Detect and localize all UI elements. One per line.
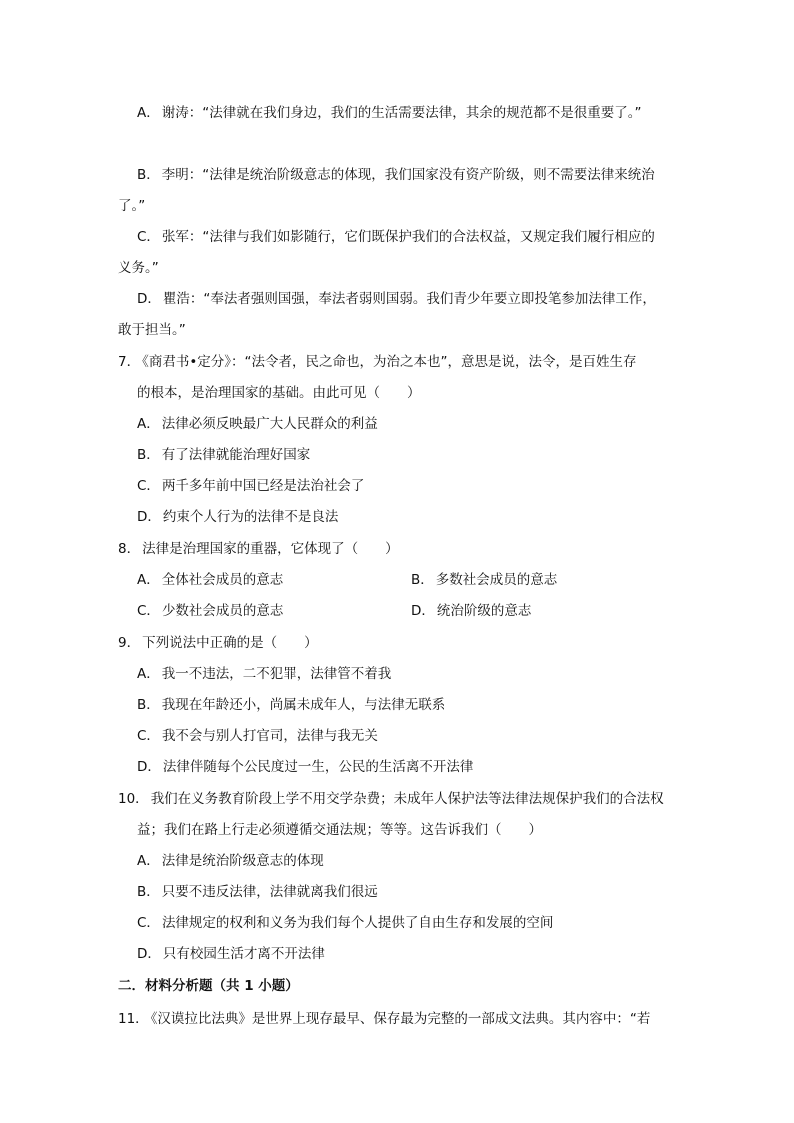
q10-stem-line1: 10． 我们在义务教育阶段上学不用交学杂费；未成年人保护法等法律法规保护我们的合法权 <box>118 791 664 807</box>
q9-number: 9． <box>118 635 141 651</box>
q8-option-d: D． 统治阶级的意志 <box>411 603 532 619</box>
q9-option-b: B． 我现在年龄还小，尚属未成年人，与法律无联系 <box>137 697 446 713</box>
q6-option-a: A． 谢涛：“法律就在我们身边，我们的生活需要法律，其余的规范都不是很重要了。” <box>137 105 642 121</box>
q10-option-b: B． 只要不违反法律，法律就离我们很远 <box>137 884 378 900</box>
q6-option-b-line1: B． 李明：“法律是统治阶级意志的体现，我们国家没有资产阶级，则不需要法律来统治 <box>137 167 655 183</box>
q6-option-d-line2: 敢于担当。” <box>118 322 186 338</box>
q8-option-b: B． 多数社会成员的意志 <box>411 572 558 588</box>
q11-stem: 11． 《汉谟拉比法典》是世界上现存最早、保存最为完整的一部成文法典。其内容中：“若 <box>118 1011 651 1027</box>
q7-option-b: B． 有了法律就能治理好国家 <box>137 447 311 463</box>
q7-option-d: D． 约束个人行为的法律不是良法 <box>137 509 339 525</box>
q8-option-c: C． 少数社会成员的意志 <box>137 603 284 619</box>
q11-number: 11． <box>118 1011 149 1027</box>
q7-option-a: A． 法律必须反映最广大人民群众的利益 <box>137 416 378 432</box>
q8-option-a: A． 全体社会成员的意志 <box>137 572 284 588</box>
q6-option-c-line1: C． 张军：“法律与我们如影随行，它们既保护我们的合法权益，又规定我们履行相应的 <box>137 229 655 245</box>
q10-option-d: D． 只有校园生活才离不开法律 <box>137 946 325 962</box>
q8-stem: 8． 法律是治理国家的重器，它体现了（ ） <box>118 541 399 557</box>
q7-stem-line1: 7． 《商君书•定分》：“法令者，民之命也，为治之本也”，意思是说，法令，是百姓生存 <box>118 354 637 370</box>
q6-option-b-line2: 了。” <box>118 198 146 214</box>
q10-option-a: A． 法律是统治阶级意志的体现 <box>137 853 324 869</box>
section-2-heading: 二．材料分析题（共 1 小题） <box>118 978 299 994</box>
q8-number: 8． <box>118 541 141 557</box>
q10-stem-line2: 益；我们在路上行走必须遵循交通法规；等等。这告诉我们（ ） <box>137 822 542 838</box>
q10-number: 10． <box>118 791 149 807</box>
q9-option-d: D． 法律伴随每个公民度过一生，公民的生活离不开法律 <box>137 759 474 775</box>
q6-option-c-line2: 义务。” <box>118 260 159 276</box>
q7-number: 7． <box>118 354 141 370</box>
q6-option-d-line1: D． 瞿浩：“奉法者强则国强，奉法者弱则国弱。我们青少年要立即投笔参加法律工作， <box>137 291 656 307</box>
q7-option-c: C． 两千多年前中国已经是法治社会了 <box>137 478 365 494</box>
q10-option-c: C． 法律规定的权利和义务为我们每个人提供了自由生存和发展的空间 <box>137 915 554 931</box>
q9-option-c: C． 我不会与别人打官司，法律与我无关 <box>137 728 378 744</box>
q9-stem: 9． 下列说法中正确的是（ ） <box>118 635 318 651</box>
q7-stem-line2: 的根本，是治理国家的基础。由此可见（ ） <box>137 385 421 401</box>
q9-option-a: A． 我一不违法，二不犯罪，法律管不着我 <box>137 666 392 682</box>
